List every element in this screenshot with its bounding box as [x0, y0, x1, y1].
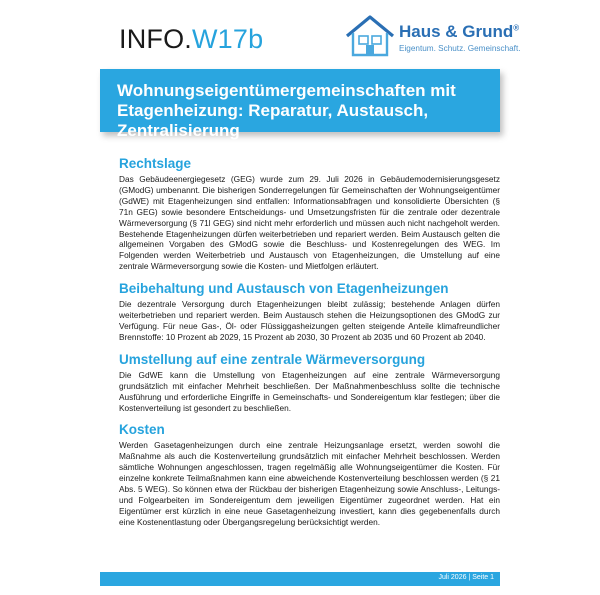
logo-tagline: Eigentum. Schutz. Gemeinschaft. — [399, 44, 521, 53]
section-kosten — [119, 422, 500, 527]
document-id — [119, 24, 263, 54]
section-heading: Rechtslage — [119, 156, 192, 171]
section-heading: Kosten — [119, 422, 165, 438]
section-body: Werden Gasetagenheizungen durch eine zentrale Heizungsanlage ersetzt, werden sowohl die Maßnahme als auch die Kostenverteilung grundsätzlich mit einfacher Mehrheit beschlossen. Werden sämtliche Wohnungen angeschlossen, tragen regelmäßig alle Wohnungseigentümer die Kosten. Für einzelne konkrete Teilmaßnahmen kann eine abweichende Kostenverteilung beschlossen werden (§ 21 Abs. 5 WEG). So können etwa der Rückbau der bisherigen Etagenheizung sowie Anschluss-, Leitungs- und Folgearbeiten im Sondereigentum dem jeweiligen Eigentümer zugeordnet werden. Hat ein Eigentümer erst kürzlich in eine neue Gasetagenheizung investiert, kann dies gegebenenfalls durch eine Kostenentlastung oder Übergangsregelung berücksichtigt werden. — [119, 440, 500, 527]
document-title: Wohnungseigentümergemeinschaften mit Etagenheizung: Reparatur, Austausch, Zentralisierung — [117, 81, 456, 140]
section-umstellung — [119, 352, 500, 414]
section-body: Die dezentrale Versorgung durch Etagenheizungen bleibt zulässig; bestehende Anlagen dürfen weiterbetrieben und repariert werden. Beim Austausch stehen die Heizungsoptionen des GModG zur Verfügung. Für neue Gas-, Öl- oder Flüssiggasheizungen gelten steigende Anteile klimafreundlicher Brennstoffe: 10 Prozent ab 2029, 15 Prozent ab 2030, 30 Prozent ab 2035 und 60 Prozent ab 2040. — [119, 299, 500, 342]
logo-name-text: Haus & Grund — [399, 22, 514, 41]
logo-name — [399, 22, 519, 42]
section-rechtslage — [119, 156, 500, 272]
house-logo-icon — [344, 14, 396, 58]
document-id-prefix: INFO. — [119, 24, 192, 54]
section-beibehaltung — [119, 281, 500, 343]
section-heading: Beibehaltung und Austausch von Etagenheizungen — [119, 281, 449, 297]
footer-page-info: Juli 2026 | Seite 1 — [438, 574, 494, 581]
section-heading: Umstellung auf eine zentrale Wärmeversorgung — [119, 351, 426, 367]
logo-registered-mark: ® — [513, 23, 520, 33]
footer-bar — [100, 572, 500, 586]
document-content — [119, 156, 500, 537]
section-body: Die GdWE kann die Umstellung von Etagenheizungen auf eine zentrale Wärmeversorgung grundsätzlich mit einfacher Mehrheit beschließen. Der Maßnahmenbeschluss sollte die technische Ausführung und erforderliche Eingriffe in Gemeinschafts- und Sondereigentum klar festlegen; über die Kostenverteilung ist gesondert zu beschließen. — [119, 369, 500, 413]
section-body: Das Gebäudeenergiegesetz (GEG) wurde zum 29. Juli 2026 in Gebäudemodernisierungsgesetz (GModG) umbenannt. Die bisherigen Sonderregelungen für Gemeinschaften der Wohnungseigentümer (GdWE) mit Etagenheizungen sind entfallen: Informationsabfragen und konsolidierte Übersichten (§ 71n GEG) sowie besondere Entscheidungs- und Umsetzungsfristen für die zentrale oder dezentrale Wärmeversorgung (§ 71l GEG) sind nicht mehr erforderlich und müssen auch nicht nachgeholt werden. Bestehende Etagenheizungen dürfen weiterbetrieben und repariert werden. Beim Austausch gelten die allgemeinen Vorgaben des GModG sowie die Beschluss- und Kostenregelungen des WEG. Im Folgenden werden Weiterbetrieb und Austausch von Etagenheizungen, die Umstellung auf eine zentrale Wärmeversorgung sowie die Kosten- und Mietfolgen erläutert. — [119, 174, 500, 272]
haus-und-grund-logo — [344, 14, 521, 58]
document-id-code: W17b — [192, 24, 264, 54]
title-banner — [100, 69, 500, 140]
